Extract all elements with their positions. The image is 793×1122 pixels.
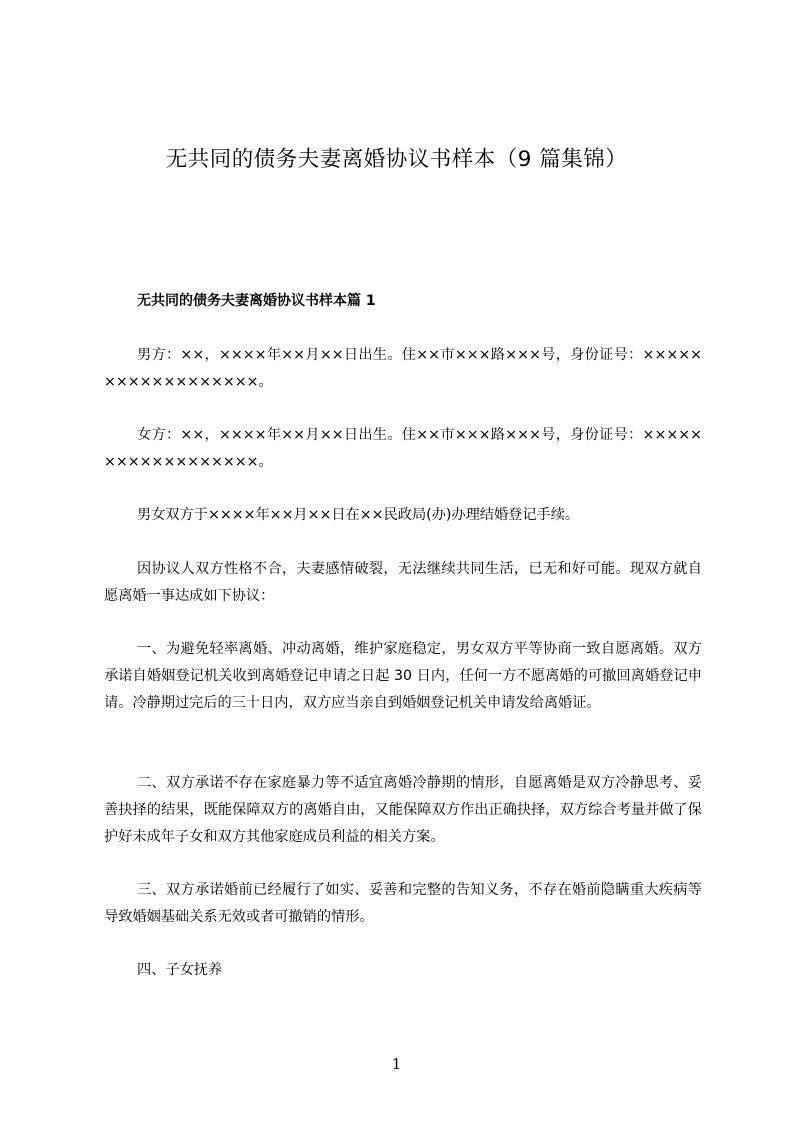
- paragraph-clause-2: 二、双方承诺不存在家庭暴力等不适宜离婚冷静期的情形，自愿离婚是双方冷静思考、妥善抉择的结果，既能保障双方的离婚自由，又能保障双方作出正确抉择，双方综合考量并做了保护好未成年子女和双方其他家庭成员利益的相关方案。: [104, 775, 702, 845]
- section-heading: 无共同的债务夫妻离婚协议书样本篇 1: [137, 293, 376, 309]
- paragraph-male-party: 男方：××，××××年××月××日出生。住××市×××路×××号，身份证号：××××××××××××××××××。: [104, 347, 702, 390]
- paragraph-clause-3: 三、双方承诺婚前已经履行了如实、妥善和完整的告知义务，不存在婚前隐瞒重大疾病等导致婚姻基础关系无效或者可撤销的情形。: [104, 882, 702, 925]
- paragraph-female-party: 女方：××，××××年××月××日出生。住××市×××路×××号，身份证号：××××××××××××××××××。: [104, 427, 702, 470]
- document-title: 无共同的债务夫妻离婚协议书样本（9 篇集锦）: [165, 147, 628, 172]
- paragraph-marriage-registration: 男女双方于××××年××月××日在××民政局(办)办理结婚登记手续。: [137, 507, 580, 523]
- paragraph-divorce-reason: 因协议人双方性格不合，夫妻感情破裂，无法继续共同生活，已无和好可能。现双方就自愿离婚一事达成如下协议：: [104, 561, 702, 604]
- paragraph-clause-4: 四、子女抚养: [137, 962, 223, 978]
- page-number: 1: [391, 1055, 402, 1073]
- paragraph-clause-1: 一、为避免轻率离婚、冲动离婚，维护家庭稳定，男女双方平等协商一致自愿离婚。双方承诺自婚姻登记机关收到离婚登记申请之日起 30 日内，任何一方不愿离婚的可撤回离婚登记申请。冷静期过完后的三十日内，双方应当亲自到婚姻登记机关申请发给离婚证。: [104, 641, 702, 711]
